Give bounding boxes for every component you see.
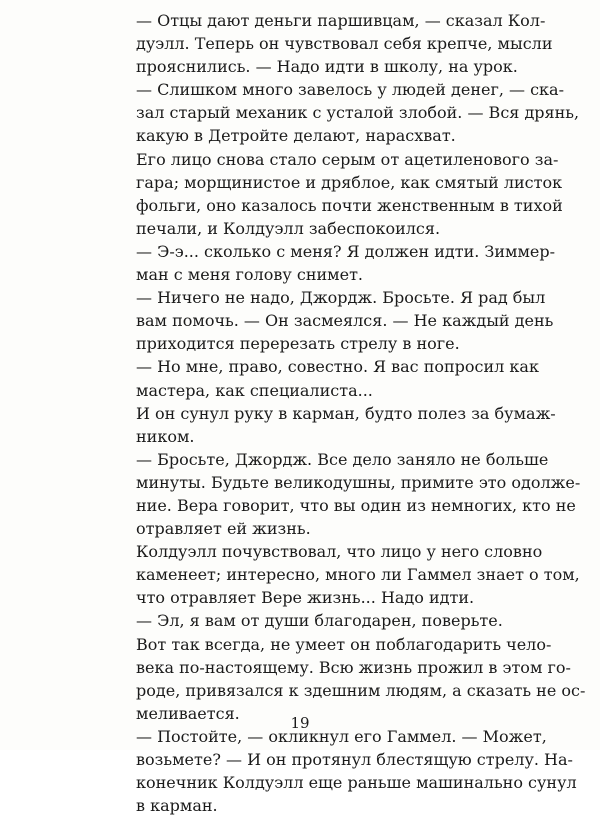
text-line: ман с меня голову снимет.	[136, 265, 363, 285]
text-line: зал старый механик с усталой злобой. — Вся дрянь,	[136, 103, 580, 123]
paragraph	[112, 355, 539, 401]
text-line: меливается.	[136, 703, 240, 723]
text-line: ником.	[136, 426, 195, 446]
text-line: — Но мне, право, совестно. Я вас попросил как	[136, 357, 539, 377]
text-line: Колдуэлл почувствовал, что лицо у него словно	[136, 542, 543, 562]
text-line: отравляет ей жизнь.	[136, 519, 311, 539]
text-line: роде, привязался к здешним людям, а сказать не ос-	[136, 680, 586, 700]
paragraph	[112, 402, 556, 448]
paragraph	[112, 9, 553, 78]
text-line: века по-настоящему. Всю жизнь прожил в этом го-	[136, 657, 571, 677]
text-line: каменеет; интересно, много ли Гаммел знает о том,	[136, 565, 580, 585]
text-line: — Слишком много завелось у людей денег, — ска-	[136, 80, 564, 100]
text-line: дуэлл. Теперь он чувствовал себя крепче, мысли	[136, 34, 553, 54]
text-line: конечник Колдуэлл еще раньше машинально сунул	[136, 773, 577, 793]
text-line: — Отцы дают деньги паршивцам, — сказал Кол-	[136, 11, 546, 30]
paragraph	[112, 148, 563, 240]
text-line: минуты. Будьте великодушны, примите это одолже-	[136, 472, 581, 492]
paragraph	[112, 286, 554, 355]
text-line: прояснились. — Надо идти в школу, на урок.	[136, 57, 518, 77]
text-line: Его лицо снова стало серым от ацетиленового за-	[136, 149, 559, 169]
page-number: 19	[290, 714, 310, 732]
body-text	[112, 9, 586, 817]
text-line: печали, и Колдуэлл забеспокоился.	[136, 218, 441, 238]
text-line: фольги, оно казалось почти женственным в тихой	[136, 195, 563, 215]
paragraph	[112, 78, 580, 147]
text-line: — Постойте, — окликнул его Гаммел. — Может,	[136, 726, 547, 746]
text-line: — Эл, я вам от души благодарен, поверьте.	[136, 611, 503, 631]
text-line: в карман.	[136, 796, 218, 816]
paragraph	[112, 448, 581, 540]
paragraph	[112, 633, 586, 725]
text-line: какую в Детройте делают, нарасхват.	[136, 126, 456, 146]
text-line: — Бросьте, Джордж. Все дело заняло не больше	[136, 449, 549, 469]
text-line: ние. Вера говорит, что вы один из немногих, кто не	[136, 495, 576, 515]
text-line: возьмете? — И он протянул блестящую стрелу. На-	[136, 750, 573, 769]
text-line: И он сунул руку в карман, будто полез за бумаж-	[136, 403, 556, 423]
text-line: гара; морщинистое и дряблое, как смятый листок	[136, 172, 563, 192]
text-line: мастера, как специалиста...	[136, 380, 373, 400]
text-line: приходится перерезать стрелу в ноге.	[136, 334, 460, 354]
text-line: — Ничего не надо, Джордж. Бросьте. Я рад был	[136, 288, 546, 308]
text-line: — Э-э... сколько с меня? Я должен идти. Зиммер-	[136, 241, 556, 261]
text-line: что отравляет Вере жизнь... Надо идти.	[136, 588, 475, 608]
text-line: вам помочь. — Он засмеялся. — Не каждый день	[136, 311, 554, 331]
paragraph	[112, 540, 580, 609]
paragraph	[112, 725, 577, 817]
paragraph	[112, 240, 556, 286]
text-line: Вот так всегда, не умеет он поблагодарить чело-	[136, 634, 552, 654]
paragraph	[112, 609, 516, 632]
